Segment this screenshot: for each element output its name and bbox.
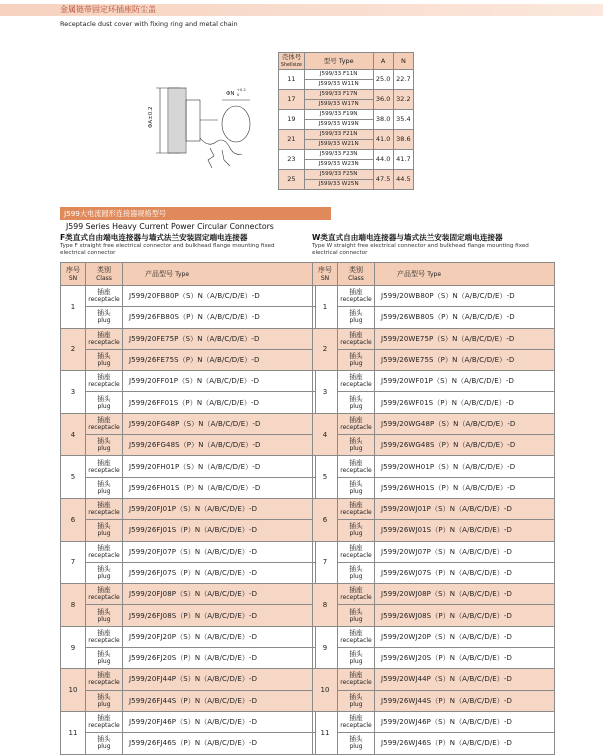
part-number-receptacle: J599/20FJ07P（S）N（A/B/C/D/E）-D <box>123 541 316 562</box>
cover-body <box>168 88 186 153</box>
sn-cell: 7 <box>313 541 338 584</box>
class-cell-plug: 插头 plug <box>86 392 123 413</box>
class-cell-plug: 插头 plug <box>86 349 123 370</box>
part-number-receptacle: J599/20FF01P（S）N（A/B/C/D/E）-D <box>123 371 316 392</box>
part-number-plug: J599/26WE75S（P）N（A/B/C/D/E）-D <box>375 349 555 370</box>
shell-type-cell: J599/33 F11N <box>304 70 373 80</box>
table-row <box>61 413 316 434</box>
class-cell-plug: 插头 plug <box>86 562 123 583</box>
table-row <box>279 110 414 120</box>
table-row <box>313 286 555 307</box>
part-number-plug: J599/26WH01S（P）N（A/B/C/D/E）-D <box>375 477 555 498</box>
class-cell-plug: 插头 plug <box>86 690 123 711</box>
col-n: N <box>393 53 413 70</box>
w-block-subtitle: Type W straight free electrical connector and bulkhead flange mounting fixed electrical connector <box>312 243 529 256</box>
table-row <box>61 286 316 307</box>
sn-cell: 11 <box>61 711 86 754</box>
table-row <box>313 435 555 456</box>
part-number-receptacle: J599/20FJ08P（S）N（A/B/C/D/E）-D <box>123 584 316 605</box>
class-cell-plug: 插头 plug <box>86 648 123 669</box>
table-row <box>313 520 555 541</box>
table-row <box>61 307 316 328</box>
part-number-receptacle: J599/20FJ20P（S）N（A/B/C/D/E）-D <box>123 626 316 647</box>
class-cell-receptacle: 插座 receptacle <box>338 541 375 562</box>
class-cell-plug: 插头 plug <box>338 733 375 754</box>
table-row <box>313 371 555 392</box>
class-cell-plug: 插头 plug <box>338 520 375 541</box>
f-block-title: F类直式自由端电连接器与墙式法兰安装固定端电连接器 <box>60 233 248 242</box>
part-number-receptacle: J599/20WJ46P（S）N（A/B/C/D/E）-D <box>375 711 555 732</box>
part-number-receptacle: J599/20WH01P（S）N（A/B/C/D/E）-D <box>375 456 555 477</box>
table-row <box>61 605 316 626</box>
class-cell-plug: 插头 plug <box>338 562 375 583</box>
part-number-receptacle: J599/20WJ07P（S）N（A/B/C/D/E）-D <box>375 541 555 562</box>
col-sn: 序号 SN <box>61 263 86 286</box>
col-type: 产品型号 Type <box>375 263 555 286</box>
part-number-plug: J599/26FE75S（P）N（A/B/C/D/E）-D <box>123 349 316 370</box>
table-row <box>279 170 414 180</box>
fixing-ring <box>222 106 250 142</box>
dim-a-cell: 41.0 <box>373 130 393 150</box>
table-row <box>61 435 316 456</box>
table-row <box>61 498 316 519</box>
sn-cell: 4 <box>61 413 86 456</box>
part-number-receptacle: J599/20FJ01P（S）N（A/B/C/D/E）-D <box>123 498 316 519</box>
shell-size-cell: 23 <box>279 150 305 170</box>
sn-cell: 5 <box>61 456 86 499</box>
class-cell-plug: 插头 plug <box>338 477 375 498</box>
w-block-title: W类直式自由端电连接器与墙式法兰安装固定端电连接器 <box>312 233 503 242</box>
dim-n-cell: 44.5 <box>393 170 413 190</box>
class-cell-receptacle: 插座 receptacle <box>338 669 375 690</box>
f-block-subtitle: Type F straight free electrical connector and bulkhead flange mounting fixed electrical connector <box>60 243 275 256</box>
sn-cell: 1 <box>313 286 338 329</box>
table-row <box>313 648 555 669</box>
sn-cell: 3 <box>61 371 86 414</box>
table-row <box>313 669 555 690</box>
table-row <box>313 626 555 647</box>
class-cell-receptacle: 插座 receptacle <box>338 711 375 732</box>
table-row <box>61 541 316 562</box>
sn-cell: 11 <box>313 711 338 754</box>
sn-cell: 10 <box>313 669 338 712</box>
shell-type-cell: J599/33 F17N <box>304 90 373 100</box>
class-cell-plug: 插头 plug <box>86 605 123 626</box>
shell-size-cell: 21 <box>279 130 305 150</box>
table-row <box>313 498 555 519</box>
part-number-plug: J599/26FJ20S（P）N（A/B/C/D/E）-D <box>123 648 316 669</box>
shell-type-cell: J599/33 W17N <box>304 100 373 110</box>
dim-a-cell: 44.0 <box>373 150 393 170</box>
class-cell-plug: 插头 plug <box>86 733 123 754</box>
class-cell-receptacle: 插座 receptacle <box>338 328 375 349</box>
part-number-plug: J599/26FJ07S（P）N（A/B/C/D/E）-D <box>123 562 316 583</box>
part-number-receptacle: J599/20FH01P（S）N（A/B/C/D/E）-D <box>123 456 316 477</box>
dim-a-cell: 38.0 <box>373 110 393 130</box>
col-type: 产品型号 Type <box>123 263 316 286</box>
table-row <box>313 711 555 732</box>
cover-neck <box>186 100 200 141</box>
svg-text:0: 0 <box>237 93 240 97</box>
part-number-plug: J599/26WJ44S（P）N（A/B/C/D/E）-D <box>375 690 555 711</box>
shell-type-cell: J599/33 W23N <box>304 160 373 170</box>
table-row <box>279 70 414 80</box>
class-cell-receptacle: 插座 receptacle <box>86 328 123 349</box>
table-row <box>313 349 555 370</box>
class-cell-receptacle: 插座 receptacle <box>86 541 123 562</box>
shell-size-cell: 17 <box>279 90 305 110</box>
table-row <box>61 349 316 370</box>
dim-a-cell: 47.5 <box>373 170 393 190</box>
class-cell-plug: 插头 plug <box>86 477 123 498</box>
w-type-table <box>312 262 555 755</box>
table-row <box>313 456 555 477</box>
table-row <box>61 648 316 669</box>
class-cell-plug: 插头 plug <box>338 307 375 328</box>
section-title-en: J599 Series Heavy Current Power Circular Connectors <box>66 222 274 231</box>
shell-type-cell: J599/33 F21N <box>304 130 373 140</box>
class-cell-plug: 插头 plug <box>86 520 123 541</box>
class-cell-receptacle: 插座 receptacle <box>86 456 123 477</box>
table-row <box>61 371 316 392</box>
sn-cell: 8 <box>61 584 86 627</box>
table-row <box>313 562 555 583</box>
sn-cell: 4 <box>313 413 338 456</box>
table-row <box>61 328 316 349</box>
page-subtitle: Receptacle dust cover with fixing ring and metal chain <box>60 20 238 28</box>
dim-n-cell: 38.6 <box>393 130 413 150</box>
class-cell-receptacle: 插座 receptacle <box>86 371 123 392</box>
part-number-plug: J599/26WJ08S（P）N（A/B/C/D/E）-D <box>375 605 555 626</box>
table-row <box>313 307 555 328</box>
part-number-plug: J599/26WB80S（P）N（A/B/C/D/E）-D <box>375 307 555 328</box>
part-number-receptacle: J599/20WJ44P（S）N（A/B/C/D/E）-D <box>375 669 555 690</box>
class-cell-receptacle: 插座 receptacle <box>338 456 375 477</box>
table-row <box>61 477 316 498</box>
part-number-receptacle: J599/20WJ08P（S）N（A/B/C/D/E）-D <box>375 584 555 605</box>
table-row <box>61 456 316 477</box>
table-row <box>279 130 414 140</box>
class-cell-receptacle: 插座 receptacle <box>338 584 375 605</box>
shell-size-cell: 19 <box>279 110 305 130</box>
sn-cell: 7 <box>61 541 86 584</box>
dim-a-cell: 25.0 <box>373 70 393 90</box>
class-cell-receptacle: 插座 receptacle <box>86 626 123 647</box>
part-number-receptacle: J599/20WJ01P（S）N（A/B/C/D/E）-D <box>375 498 555 519</box>
col-sn: 序号 SN <box>313 263 338 286</box>
sn-cell: 6 <box>313 498 338 541</box>
f-type-table <box>60 262 316 755</box>
sn-cell: 5 <box>313 456 338 499</box>
part-number-receptacle: J599/20FJ44P（S）N（A/B/C/D/E）-D <box>123 669 316 690</box>
class-cell-plug: 插头 plug <box>86 307 123 328</box>
part-number-plug: J599/26FJ44S（P）N（A/B/C/D/E）-D <box>123 690 316 711</box>
sn-cell: 6 <box>61 498 86 541</box>
class-cell-plug: 插头 plug <box>338 349 375 370</box>
class-cell-receptacle: 插座 receptacle <box>338 286 375 307</box>
part-number-plug: J599/26WJ20S（P）N（A/B/C/D/E）-D <box>375 648 555 669</box>
table-row <box>313 690 555 711</box>
col-type: 型号 Type <box>304 53 373 70</box>
shell-size-cell: 11 <box>279 70 305 90</box>
table-row <box>313 605 555 626</box>
class-cell-plug: 插头 plug <box>338 605 375 626</box>
sn-cell: 1 <box>61 286 86 329</box>
shell-size-cell: 25 <box>279 170 305 190</box>
part-number-receptacle: J599/20WB80P（S）N（A/B/C/D/E）-D <box>375 286 555 307</box>
table-row <box>61 562 316 583</box>
part-number-plug: J599/26FJ01S（P）N（A/B/C/D/E）-D <box>123 520 316 541</box>
table-row <box>61 669 316 690</box>
page-title: 金属链带固定环插座防尘盖 <box>60 5 156 14</box>
table-row <box>313 392 555 413</box>
sn-cell: 9 <box>313 626 338 669</box>
part-number-plug: J599/26FG48S（P）N（A/B/C/D/E）-D <box>123 435 316 456</box>
part-number-plug: J599/26FF01S（P）N（A/B/C/D/E）-D <box>123 392 316 413</box>
part-number-receptacle: J599/20FJ46P（S）N（A/B/C/D/E）-D <box>123 711 316 732</box>
table-row <box>313 328 555 349</box>
table-row <box>61 711 316 732</box>
shell-type-cell: J599/33 W11N <box>304 80 373 90</box>
part-number-plug: J599/26FH01S（P）N（A/B/C/D/E）-D <box>123 477 316 498</box>
class-cell-receptacle: 插座 receptacle <box>86 669 123 690</box>
sn-cell: 9 <box>61 626 86 669</box>
part-number-receptacle: J599/20FE75P（S）N（A/B/C/D/E）-D <box>123 328 316 349</box>
class-cell-plug: 插头 plug <box>86 435 123 456</box>
table-row <box>313 413 555 434</box>
col-class: 类别 Class <box>338 263 375 286</box>
part-number-plug: J599/26WF01S（P）N（A/B/C/D/E）-D <box>375 392 555 413</box>
dim-n-cell: 32.2 <box>393 90 413 110</box>
section-title: J599大电流圆形连接器规格型号 <box>64 209 167 218</box>
table-row <box>61 733 316 754</box>
class-cell-receptacle: 插座 receptacle <box>86 498 123 519</box>
class-cell-receptacle: 插座 receptacle <box>338 498 375 519</box>
table-row <box>61 690 316 711</box>
part-number-plug: J599/26WJ07S（P）N（A/B/C/D/E）-D <box>375 562 555 583</box>
class-cell-receptacle: 插座 receptacle <box>86 286 123 307</box>
part-number-plug: J599/26FJ46S（P）N（A/B/C/D/E）-D <box>123 733 316 754</box>
part-number-receptacle: J599/20FB80P（S）N（A/B/C/D/E）-D <box>123 286 316 307</box>
class-cell-receptacle: 插座 receptacle <box>86 584 123 605</box>
part-number-receptacle: J599/20WJ20P（S）N（A/B/C/D/E）-D <box>375 626 555 647</box>
class-cell-plug: 插头 plug <box>338 648 375 669</box>
table-row <box>61 520 316 541</box>
class-cell-receptacle: 插座 receptacle <box>338 626 375 647</box>
part-number-plug: J599/26WG48S（P）N（A/B/C/D/E）-D <box>375 435 555 456</box>
table-row <box>61 626 316 647</box>
sn-cell: 8 <box>313 584 338 627</box>
part-number-plug: J599/26FB80S（P）N（A/B/C/D/E）-D <box>123 307 316 328</box>
col-shell: 壳体号 Shellsize <box>279 53 305 70</box>
part-number-receptacle: J599/20WG48P（S）N（A/B/C/D/E）-D <box>375 413 555 434</box>
svg-text:+0.2: +0.2 <box>237 88 246 92</box>
table-row <box>61 584 316 605</box>
sn-cell: 2 <box>61 328 86 371</box>
sn-cell: 3 <box>313 371 338 414</box>
shell-type-cell: J599/33 W21N <box>304 140 373 150</box>
part-number-receptacle: J599/20FG48P（S）N（A/B/C/D/E）-D <box>123 413 316 434</box>
sn-cell: 2 <box>313 328 338 371</box>
table-row <box>279 150 414 160</box>
table-row <box>313 541 555 562</box>
shell-type-cell: J599/33 F25N <box>304 170 373 180</box>
dim-n-cell: 35.4 <box>393 110 413 130</box>
table-row <box>313 733 555 754</box>
shell-type-cell: J599/33 W19N <box>304 120 373 130</box>
dust-cover-drawing <box>140 78 270 178</box>
class-cell-plug: 插头 plug <box>338 392 375 413</box>
class-cell-receptacle: 插座 receptacle <box>338 371 375 392</box>
part-number-receptacle: J599/20WF01P（S）N（A/B/C/D/E）-D <box>375 371 555 392</box>
part-number-plug: J599/26FJ08S（P）N（A/B/C/D/E）-D <box>123 605 316 626</box>
shell-type-cell: J599/33 F23N <box>304 150 373 160</box>
part-number-receptacle: J599/20WE75P（S）N（A/B/C/D/E）-D <box>375 328 555 349</box>
class-cell-receptacle: 插座 receptacle <box>86 413 123 434</box>
table-row <box>279 90 414 100</box>
col-a: A <box>373 53 393 70</box>
dim-a-cell: 36.0 <box>373 90 393 110</box>
dim-n-cell: 41.7 <box>393 150 413 170</box>
class-cell-receptacle: 插座 receptacle <box>86 711 123 732</box>
shell-size-table <box>278 52 414 190</box>
table-row <box>313 584 555 605</box>
class-cell-receptacle: 插座 receptacle <box>338 413 375 434</box>
table-row <box>61 392 316 413</box>
dim-n-cell: 22.7 <box>393 70 413 90</box>
class-cell-plug: 插头 plug <box>338 690 375 711</box>
part-number-plug: J599/26WJ46S（P）N（A/B/C/D/E）-D <box>375 733 555 754</box>
dim-label-a: ΦA±0.2 <box>148 106 154 128</box>
metal-chain <box>200 138 242 154</box>
part-number-plug: J599/26WJ01S（P）N（A/B/C/D/E）-D <box>375 520 555 541</box>
table-row <box>313 477 555 498</box>
shell-type-cell: J599/33 W25N <box>304 180 373 190</box>
class-cell-plug: 插头 plug <box>338 435 375 456</box>
shell-type-cell: J599/33 F19N <box>304 110 373 120</box>
col-class: 类别 Class <box>86 263 123 286</box>
sn-cell: 10 <box>61 669 86 712</box>
dim-label-n: ΦN <box>226 91 235 97</box>
